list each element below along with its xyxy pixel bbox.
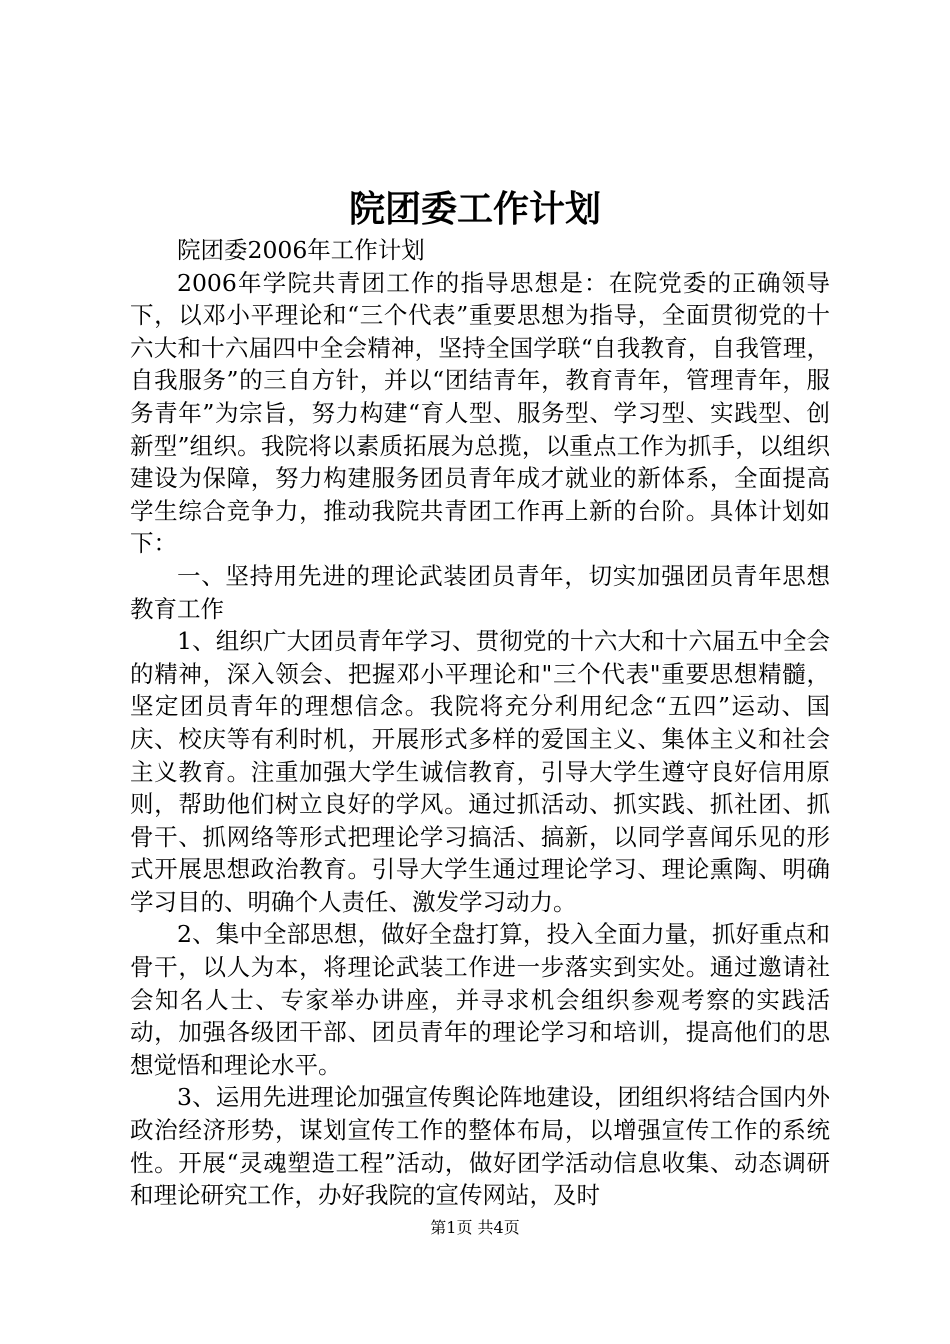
document-title: 院团委工作计划 [348,188,601,230]
section-heading: 一、坚持用先进的理论武装团员青年，切实加强团员青年思想教育工作 [130,561,830,623]
item-1-paragraph: 1、组织广大团员青年学习、贯彻党的十六大和十六届五中全会的精神，深入领会、把握邓小平理论和"三个代表"重要思想精髓，坚定团员青年的理想信念。我院将充分利用纪念“五四”运动、国庆、校庆等有利时机，开展形式多样的爱国主义、集体主义和社会主义教育。注重加强大学生诚信教育，引导大学生遵守良好信用原则，帮助他们树立良好的学风。通过抓活动、抓实践、抓社团、抓骨干、抓网络等形式把理论学习搞活、搞新，以同学喜闻乐见的形式开展思想政治教育。引导大学生通过理论学习、理论熏陶、明确学习目的、明确个人责任、激发学习动力。 [130,627,830,916]
page-footer: 第1页 共4页 [430,1218,520,1237]
item-3-paragraph: 3、运用先进理论加强宣传舆论阵地建设，团组织将结合国内外政治经济形势，谋划宣传工作的整体布局，以增强宣传工作的系统性。开展“灵魂塑造工程”活动，做好团学活动信息收集、动态调研和理论研究工作，办好我院的宣传网站，及时 [130,1083,830,1210]
item-2-paragraph: 2、集中全部思想，做好全盘打算，投入全面力量，抓好重点和骨干，以人为本，将理论武装工作进一步落实到实处。通过邀请社会知名人士、专家举办讲座，并寻求机会组织参观考察的实践活动，加强各级团干部、团员青年的理论学习和培训，提高他们的思想觉悟和理论水平。 [130,920,830,1079]
document-body [130,234,830,1212]
subtitle-paragraph: 院团委2006年工作计划 [177,236,425,264]
guiding-thought-paragraph: 2006年学院共青团工作的指导思想是：在院党委的正确领导下，以邓小平理论和“三个代表”重要思想为指导，全面贯彻党的十六大和十六届四中全会精神，坚持全国学联“自我教育，自我管理，自我服务”的三自方针，并以“团结青年，教育青年，管理青年，服务青年”为宗旨，努力构建“育人型、服务型、学习型、实践型、创新型”组织。我院将以素质拓展为总揽，以重点工作为抓手，以组织建设为保障，努力构建服务团员青年成才就业的新体系，全面提高学生综合竞争力，推动我院共青团工作再上新的台阶。具体计划如下： [130,268,830,558]
